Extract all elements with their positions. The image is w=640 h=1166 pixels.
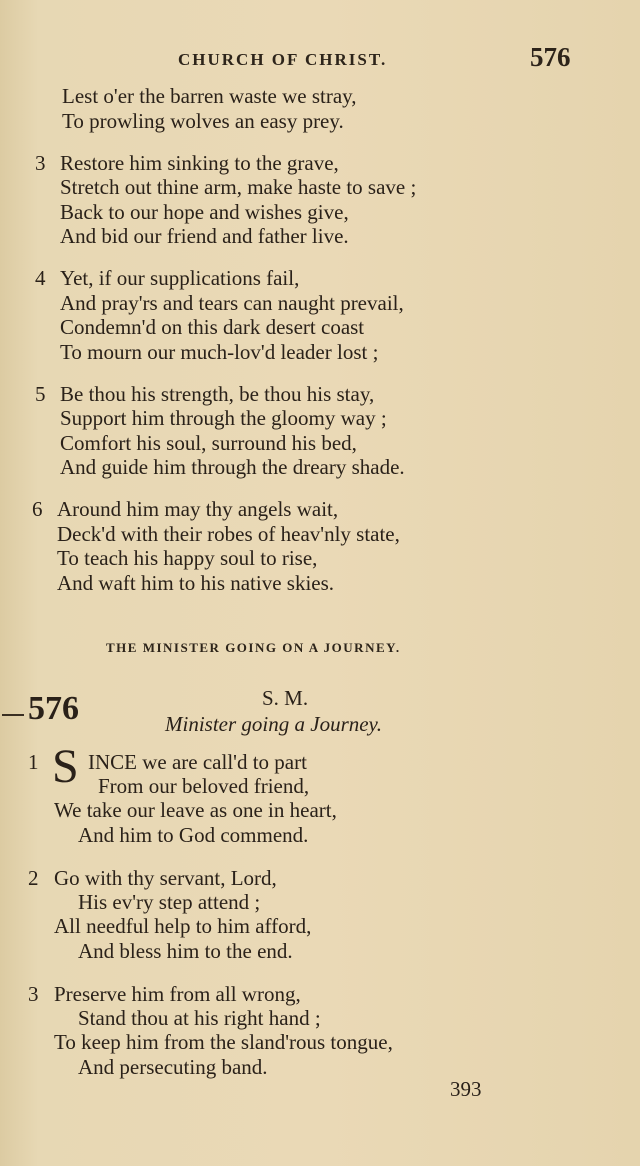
verse-number: 1 <box>28 750 39 774</box>
verse-line: Condemn'd on this dark desert coast <box>60 315 365 339</box>
hymn-title: Minister going a Journey. <box>165 712 382 736</box>
verse-line: And persecuting band. <box>78 1055 268 1079</box>
verse-line: And him to God commend. <box>78 823 309 847</box>
verse-line: Lest o'er the barren waste we stray, <box>62 84 357 108</box>
verse-line: And bless him to the end. <box>78 939 293 963</box>
verse-number: 2 <box>28 866 39 890</box>
verse-number: 3 <box>28 982 39 1006</box>
verse-line: Around him may thy angels wait, <box>57 497 339 521</box>
verse-line: Restore him sinking to the grave, <box>60 151 339 175</box>
verse-line: To keep him from the sland'rous tongue, <box>54 1030 393 1054</box>
verse-line: We take our leave as one in heart, <box>54 798 337 822</box>
verse-line: Be thou his strength, be thou his stay, <box>60 382 375 406</box>
verse-line: To teach his happy soul to rise, <box>57 546 318 570</box>
verse-line: Yet, if our supplications fail, <box>60 266 300 290</box>
verse-line: To mourn our much-lov'd leader lost ; <box>60 340 379 364</box>
verse-line: All needful help to him afford, <box>54 914 312 938</box>
verse-line: Preserve him from all wrong, <box>54 982 301 1006</box>
verse-line: Comfort his soul, surround his bed, <box>60 431 357 455</box>
section-heading: THE MINISTER GOING ON A JOURNEY. <box>106 640 401 655</box>
verse-number: 3 <box>35 151 46 175</box>
margin-dash <box>2 714 24 716</box>
verse-line: INCE we are call'd to part <box>88 750 307 774</box>
verse-line: Go with thy servant, Lord, <box>54 866 277 890</box>
hymn-number: 576 <box>28 690 79 727</box>
verse-line: To prowling wolves an easy prey. <box>62 109 344 133</box>
verse-number: 6 <box>32 497 43 521</box>
verse-line: Support him through the gloomy way ; <box>60 406 387 430</box>
hymn-meter: S. M. <box>262 686 309 710</box>
verse-line: And guide him through the dreary shade. <box>60 455 405 479</box>
verse-line: Back to our hope and wishes give, <box>60 200 349 224</box>
verse-line: Deck'd with their robes of heav'nly state, <box>57 522 400 546</box>
verse-line: And pray'rs and tears can naught prevail, <box>60 291 404 315</box>
verse-number: 5 <box>35 382 46 406</box>
verse-line: And waft him to his native skies. <box>57 571 335 595</box>
verse-line: Stand thou at his right hand ; <box>78 1006 321 1030</box>
verse-line: From our beloved friend, <box>98 774 310 798</box>
drop-cap: S <box>52 740 79 793</box>
running-header-hymn-number: 576 <box>530 42 571 72</box>
running-header-title: CHURCH OF CHRIST. <box>178 50 388 69</box>
verse-line: And bid our friend and father live. <box>60 224 349 248</box>
verse-line: Stretch out thine arm, make haste to save ; <box>60 175 417 199</box>
verse-line: His ev'ry step attend ; <box>78 890 261 914</box>
page-number: 393 <box>450 1077 482 1101</box>
verse-number: 4 <box>35 266 46 290</box>
